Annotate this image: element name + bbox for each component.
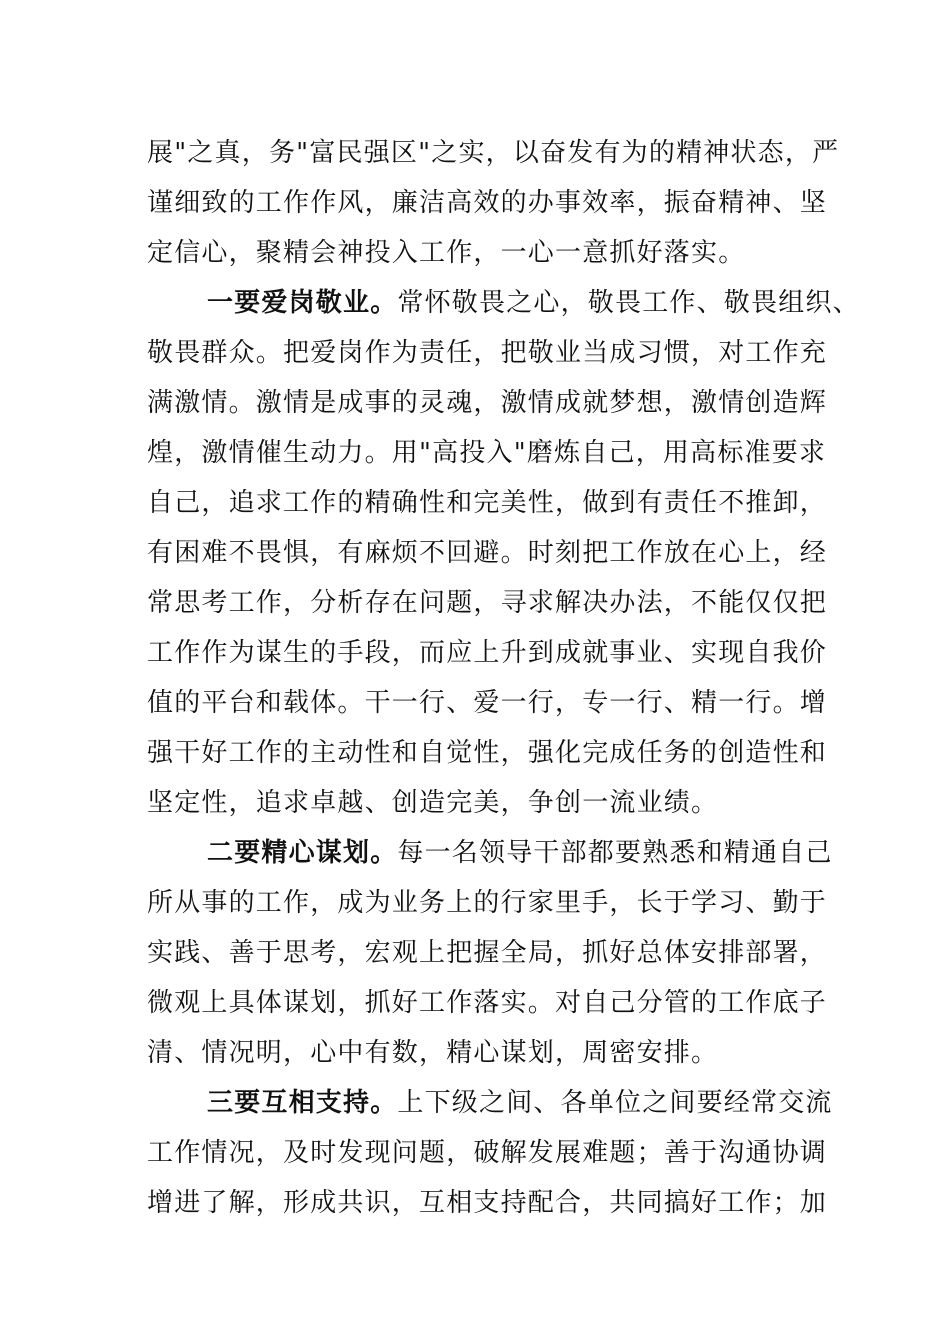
text-line: 清、情况明，心中有数，精心谋划，周密安排。 xyxy=(147,1038,719,1068)
text-line: 自己，追求工作的精确性和完美性，做到有责任不推卸， xyxy=(147,488,828,518)
paragraph-heading: 三要互相支持。 xyxy=(207,1088,398,1118)
text-line: 有困难不畏惧，有麻烦不回避。时刻把工作放在心上，经 xyxy=(147,538,828,568)
paragraph-first-line xyxy=(147,278,860,328)
paragraph-careful-planning xyxy=(147,828,833,1078)
text-line: 实践、善于思考，宏观上把握全局，抓好总体安排部署， xyxy=(147,938,828,968)
text-line: 所从事的工作，成为业务上的行家里手，长于学习、勤于 xyxy=(147,888,828,918)
text-line: 工作作为谋生的手段，而应上升到成就事业、实现自我价 xyxy=(147,638,828,668)
paragraph-heading: 二要精心谋划。 xyxy=(207,838,398,868)
text-line: 工作情况，及时发现问题，破解发展难题；善于沟通协调 xyxy=(147,1138,828,1168)
text-line: 微观上具体谋划，抓好工作落实。对自己分管的工作底子 xyxy=(147,988,828,1018)
document-body xyxy=(147,128,860,1228)
paragraph-love-job xyxy=(147,278,860,828)
paragraph-first-text: 上下级之间、各单位之间要经常交流 xyxy=(397,1088,833,1118)
text-line: 常思考工作，分析存在问题，寻求解决办法，不能仅仅把 xyxy=(147,588,828,618)
text-line: 煌，激情催生动力。用"高投入"磨炼自己，用高标准要求 xyxy=(147,438,827,468)
text-line: 强干好工作的主动性和自觉性，强化完成任务的创造性和 xyxy=(147,738,828,768)
paragraph-first-line xyxy=(147,828,833,878)
paragraph-first-text: 常怀敬畏之心，敬畏工作、敬畏组织、 xyxy=(397,288,860,318)
text-line: 值的平台和载体。干一行、爱一行，专一行、精一行。增 xyxy=(147,688,828,718)
paragraph-mutual-support xyxy=(147,1078,833,1228)
text-line: 展"之真，务"富民强区"之实，以奋发有为的精神状态，严 xyxy=(147,138,840,168)
text-line: 谨细致的工作作风，廉洁高效的办事效率，振奋精神、坚 xyxy=(147,188,828,218)
paragraph-first-line xyxy=(147,1078,833,1128)
text-line: 敬畏群众。把爱岗作为责任，把敬业当成习惯，对工作充 xyxy=(147,338,828,368)
paragraph-first-text: 每一名领导干部都要熟悉和精通自己 xyxy=(397,838,833,868)
text-line: 满激情。激情是成事的灵魂，激情成就梦想，激情创造辉 xyxy=(147,388,828,418)
paragraph-intro xyxy=(147,128,840,278)
text-line: 定信心，聚精会神投入工作，一心一意抓好落实。 xyxy=(147,238,746,268)
paragraph-heading: 一要爱岗敬业。 xyxy=(207,288,398,318)
text-line: 增进了解，形成共识，互相支持配合，共同搞好工作；加 xyxy=(147,1188,828,1218)
text-line: 坚定性，追求卓越、创造完美，争创一流业绩。 xyxy=(147,788,719,818)
